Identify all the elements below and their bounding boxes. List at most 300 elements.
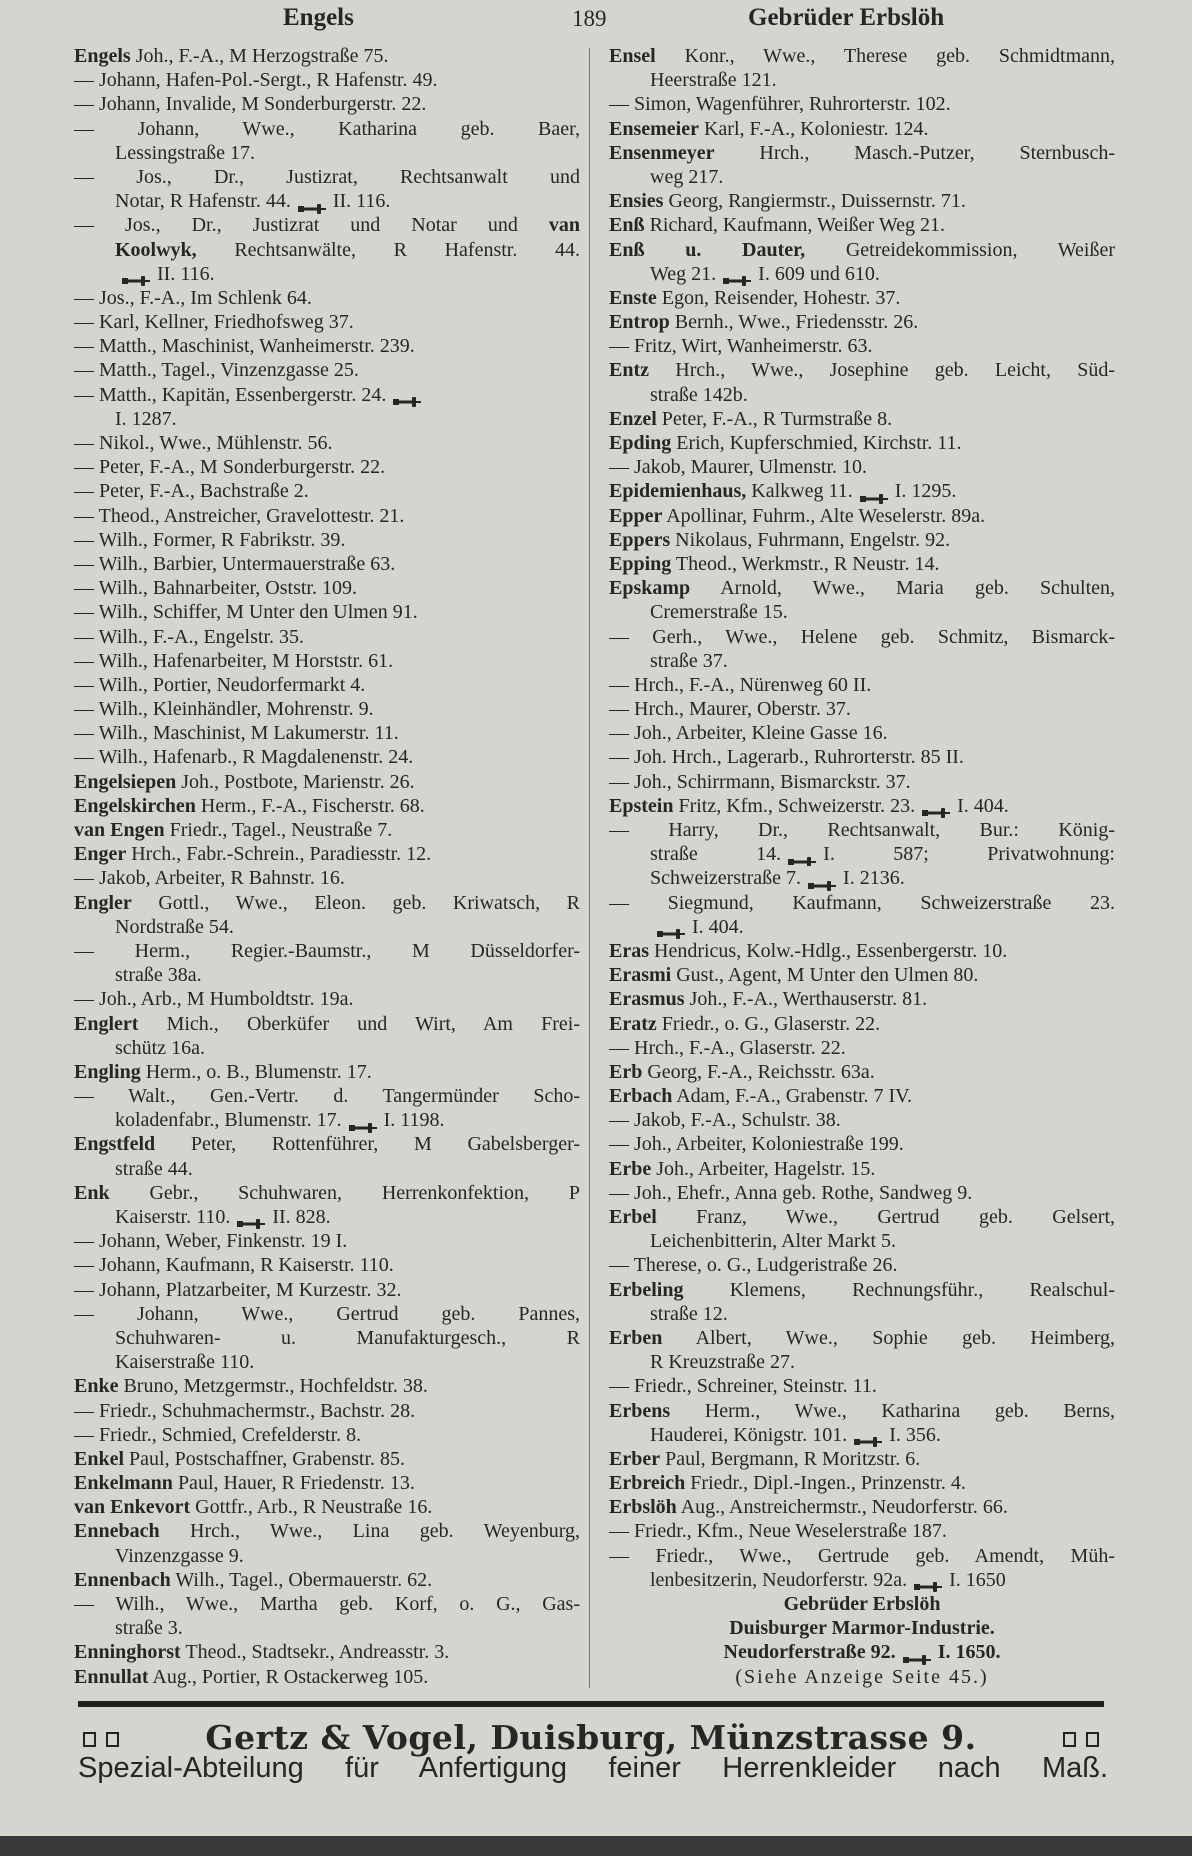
entry-line	[74, 891, 580, 915]
entry-name: Erben	[609, 1326, 663, 1349]
entry-text: straße 44.	[115, 1157, 193, 1180]
entry-text: straße 142b.	[650, 383, 748, 406]
entry-line	[74, 987, 580, 1011]
entry-text: Klemens, Rechnungsführ., Realschul-	[683, 1278, 1115, 1301]
phone-number: I. 356.	[889, 1423, 941, 1446]
entry-name: Epding	[609, 432, 672, 454]
telephone-icon	[859, 487, 889, 499]
entry-text: — Johann, Invalide, M Sonderburgerstr. 22.	[74, 93, 427, 116]
entry-line	[609, 358, 1115, 382]
entry-text: Richard, Kaufmann, Weißer Weg 21.	[644, 214, 945, 237]
entry-name: Erbel	[609, 1206, 657, 1228]
entry-line	[74, 1592, 580, 1616]
entry-text: Herm., Wwe., Katharina geb. Berns,	[670, 1399, 1115, 1422]
entry-text: Gebr., Schuhwaren, Herrenkonfektion, P	[109, 1181, 580, 1204]
entry-text: Wilh., Tagel., Obermauerstr. 62.	[170, 1568, 433, 1591]
telephone-icon	[656, 922, 686, 934]
entry-text: Georg, F.-A., Reichsstr. 63a.	[642, 1060, 875, 1083]
entry-line	[609, 189, 1115, 213]
entry-line	[609, 770, 1115, 794]
entry-line	[74, 407, 580, 431]
entry-name: van	[548, 214, 580, 237]
entry-text: Hrch., Wwe., Lina geb. Weyenburg,	[159, 1520, 580, 1543]
entry-text: straße 12.	[650, 1302, 728, 1325]
running-head-left: Engels	[283, 4, 354, 31]
entry-text: Theod., Werkmstr., R Neustr. 14.	[671, 552, 940, 575]
entry-line	[74, 504, 580, 528]
entry-text: Friedr., o. G., Glaserstr. 22.	[656, 1012, 881, 1035]
entry-text: — Wilh., Maschinist, M Lakumerstr. 11.	[74, 722, 399, 745]
entry-line	[74, 745, 580, 769]
entry-text: Peter, F.-A., R Turmstraße 8.	[656, 407, 893, 430]
entry-text: — Jos., Dr., Justizrat und Notar und	[74, 214, 549, 237]
entry-line	[609, 383, 1115, 407]
phone-number: I. 404.	[957, 794, 1009, 817]
entry-text: — Gerh., Wwe., Helene geb. Schmitz, Bismarck-	[609, 625, 1115, 648]
entry-text: Getreidekommission, Weißer	[805, 238, 1115, 261]
entry-line	[74, 286, 580, 310]
entry-text: — Hrch., F.-A., Glaserstr. 22.	[609, 1036, 846, 1059]
entry-line	[74, 576, 580, 600]
entry-line	[74, 697, 580, 721]
entry-text: — Therese, o. G., Ludgeristraße 26.	[609, 1254, 898, 1277]
entry-text: Apollinar, Fuhrm., Alte Weselerstr. 89a.	[662, 504, 986, 527]
entry-line	[609, 1060, 1115, 1084]
entry-text: Herm., o. B., Blumenstr. 17.	[140, 1060, 372, 1083]
entry-text: — Johann, Weber, Finkenstr. 19 I.	[74, 1230, 348, 1253]
entry-text: — Wilh., Hafenarbeiter, M Horststr. 61.	[74, 649, 394, 672]
entry-text: — Jakob, Arbeiter, R Bahnstr. 16.	[74, 867, 345, 890]
entry-text: straße 14.	[650, 843, 782, 866]
entry-line	[609, 310, 1115, 334]
entry-line	[609, 1447, 1115, 1471]
entry-line	[74, 1495, 580, 1519]
entry-name: van Engen	[74, 819, 165, 841]
entry-text: Cremerstraße 15.	[650, 601, 788, 624]
entry-line	[609, 1036, 1115, 1060]
entry-line	[74, 1326, 580, 1350]
ad-line-2: Spezial-Abteilung für Anfertigung feiner Herrenkleider nach Maß.	[78, 1752, 1108, 1784]
entry-line	[74, 1229, 580, 1253]
entry-name: Ensel	[609, 45, 656, 67]
entry-text: Gottl., Wwe., Eleon. geb. Kriwatsch, R	[131, 891, 580, 914]
telephone-icon	[853, 1430, 883, 1442]
entry-name: Enk	[74, 1181, 110, 1204]
entry-text: Karl, F.-A., Koloniestr. 124.	[698, 117, 929, 140]
entry-line	[74, 1350, 580, 1374]
phone-number: I. 1295.	[894, 480, 957, 503]
entry-text: — Friedr., Schuhmachermstr., Bachstr. 28.	[74, 1399, 416, 1422]
entry-text: Aug., Portier, R Ostackerweg 105.	[148, 1665, 429, 1688]
entry-line	[74, 528, 580, 552]
entry-text: — Wilh., Barbier, Untermauerstraße 63.	[74, 552, 396, 575]
entry-line	[74, 1640, 580, 1664]
entry-text: — Johann, Wwe., Gertrud geb. Pannes,	[74, 1302, 580, 1325]
entry-text: — Matth., Kapitän, Essenbergerstr. 24.	[74, 383, 387, 406]
entry-line	[74, 68, 580, 92]
entry-line	[74, 1108, 580, 1132]
entry-text: Kaiserstraße 110.	[115, 1351, 255, 1374]
entry-line	[74, 649, 580, 673]
entry-line	[609, 262, 1115, 286]
entry-text: Leichenbitterin, Alter Markt 5.	[650, 1230, 897, 1253]
entry-text: Joh., Arbeiter, Hagelstr. 15.	[651, 1157, 876, 1180]
entry-text: — Fritz, Wirt, Wanheimerstr. 63.	[609, 335, 873, 358]
entry-text: Bruno, Metzgermstr., Hochfeldstr. 38.	[118, 1375, 428, 1398]
entry-line	[609, 213, 1115, 237]
entry-text: Peter, Rottenführer, M Gabelsberger-	[155, 1133, 580, 1156]
entry-name: Erbeling	[609, 1278, 684, 1301]
entry-line	[74, 165, 580, 189]
entry-line	[609, 1616, 1115, 1640]
entry-text: Erich, Kupferschmied, Kirchstr. 11.	[671, 432, 962, 454]
entry-line	[609, 117, 1115, 141]
entry-text: — Walt., Gen.-Vertr. d. Tangermünder Scho-	[74, 1085, 580, 1108]
entry-line	[74, 383, 580, 407]
entry-line	[74, 1471, 580, 1495]
entry-line	[609, 407, 1115, 431]
entry-line	[74, 358, 580, 382]
entry-text: koladenfabr., Blumenstr. 17.	[115, 1109, 342, 1132]
entry-text: Nordstraße 54.	[115, 915, 234, 938]
entry-line	[74, 1616, 580, 1640]
entry-line	[609, 1157, 1115, 1181]
entry-name: Engler	[74, 891, 132, 914]
entry-text: straße 38a.	[115, 964, 202, 987]
entry-line	[609, 794, 1115, 818]
entry-line	[609, 238, 1115, 262]
telephone-icon	[297, 197, 327, 209]
entry-line	[609, 528, 1115, 552]
entry-text: Lessingstraße 17.	[115, 141, 255, 164]
entry-text: Franz, Wwe., Gertrud geb. Gelsert,	[656, 1206, 1115, 1228]
page-edge	[0, 1836, 1192, 1856]
entry-line	[609, 1544, 1115, 1568]
entry-line	[609, 600, 1115, 624]
entry-line	[609, 697, 1115, 721]
entry-text: Joh., F.-A., M Herzogstraße 75.	[130, 45, 389, 67]
entry-line	[609, 1399, 1115, 1423]
entry-line	[609, 1423, 1115, 1447]
entry-text: Friedr., Tagel., Neustraße 7.	[164, 819, 393, 841]
entry-line	[609, 1205, 1115, 1229]
entry-name: Erbens	[609, 1399, 671, 1422]
entry-line	[74, 770, 580, 794]
entry-text: Hrch., Fabr.-Schrein., Paradiesstr. 12.	[126, 843, 432, 866]
entry-text: R Kreuzstraße 27.	[650, 1351, 795, 1374]
entry-line	[609, 987, 1115, 1011]
entry-text: — Simon, Wagenführer, Ruhrorterstr. 102.	[609, 93, 951, 116]
entry-line	[609, 1568, 1115, 1592]
entry-text: — Joh., Arbeiter, Koloniestraße 199.	[609, 1133, 904, 1156]
entry-text: Kalkweg 11.	[746, 480, 853, 503]
entry-line	[74, 1012, 580, 1036]
entry-text: Gust., Agent, M Unter den Ulmen 80.	[671, 964, 979, 987]
entry-line	[609, 479, 1115, 503]
entry-text: straße 3.	[115, 1617, 183, 1640]
entry-line	[74, 818, 580, 842]
entry-text: — Jakob, Maurer, Ulmenstr. 10.	[609, 456, 868, 479]
entry-text: Mich., Oberküfer und Wirt, Am Frei-	[138, 1012, 580, 1035]
entry-line	[609, 1519, 1115, 1543]
entry-name: Engelskirchen	[74, 794, 196, 817]
entry-name: Eratz	[609, 1012, 657, 1035]
telephone-icon	[121, 269, 151, 281]
entry-line	[609, 1374, 1115, 1398]
entry-line	[74, 455, 580, 479]
ad-rule	[78, 1701, 1104, 1707]
entry-text: Paul, Bergmann, R Moritzstr. 6.	[660, 1447, 921, 1470]
entry-line	[609, 1640, 1115, 1664]
entry-name: Epskamp	[609, 577, 691, 600]
entry-name: Ensies	[609, 190, 664, 213]
entry-name: Erbslöh	[609, 1496, 677, 1519]
entry-line	[609, 939, 1115, 963]
entry-text: Hauderei, Königstr. 101.	[650, 1423, 848, 1446]
entry-line	[609, 504, 1115, 528]
entry-text: — Friedr., Schreiner, Steinstr. 11.	[609, 1375, 877, 1398]
phone-number: I. 587; Privatwohnung:	[823, 843, 1115, 866]
entry-line	[74, 1399, 580, 1423]
entry-text: Theod., Stadtsekr., Andreasstr. 3.	[180, 1641, 450, 1664]
entry-text: Bernh., Wwe., Friedensstr. 26.	[669, 311, 919, 334]
entry-name: Engelsiepen	[74, 770, 177, 793]
entry-name: Eras	[609, 939, 649, 962]
entry-text: — Herm., Regier.-Baumstr., M Düsseldorfer-	[74, 939, 580, 962]
entry-text: Schweizerstraße 7.	[650, 867, 802, 890]
entry-text: Hrch., Wwe., Josephine geb. Leicht, Süd-	[649, 359, 1115, 382]
entry-line	[74, 866, 580, 890]
entry-text: Schuhwaren- u. Manufakturgesch., R	[115, 1326, 580, 1349]
entry-text: — Wilh., Hafenarb., R Magdalenenstr. 24.	[74, 746, 414, 769]
entry-name: Ennebach	[74, 1520, 160, 1543]
entry-text: — Siegmund, Kaufmann, Schweizerstraße 23.	[609, 891, 1115, 914]
entry-name: Erasmus	[609, 988, 685, 1011]
entry-line	[609, 866, 1115, 890]
entry-text: — Friedr., Wwe., Gertrude geb. Amendt, Müh-	[609, 1544, 1115, 1567]
entry-line	[74, 1036, 580, 1060]
entry-name: Erasmi	[609, 964, 672, 987]
entry-text: — Johann, Kaufmann, R Kaiserstr. 110.	[74, 1254, 394, 1277]
phone-number: I. 1198.	[383, 1109, 445, 1132]
entry-line	[609, 1495, 1115, 1519]
entry-line	[609, 842, 1115, 866]
left-column	[74, 44, 580, 1689]
entry-name: Gebrüder Erbslöh	[783, 1593, 941, 1615]
entry-line	[74, 794, 580, 818]
entry-line	[609, 721, 1115, 745]
entry-line	[609, 1084, 1115, 1108]
entry-line	[74, 842, 580, 866]
phone-number: II. 116.	[157, 262, 215, 285]
entry-text: Kaiserstr. 110.	[115, 1206, 231, 1228]
entry-text: Joh., Postbote, Marienstr. 26.	[176, 770, 415, 793]
phone-number: I. 609 und 610.	[758, 262, 880, 285]
entry-text: straße 37.	[650, 649, 728, 672]
entry-line	[609, 1350, 1115, 1374]
entry-line	[609, 165, 1115, 189]
entry-line	[609, 92, 1115, 116]
entry-line	[609, 891, 1115, 915]
entry-text: — Wilh., Wwe., Martha geb. Korf, o. G., Gas-	[74, 1593, 580, 1615]
entry-text: — Joh., Schirrmann, Bismarckstr. 37.	[609, 770, 911, 793]
entry-name: van Enkevort	[74, 1496, 191, 1519]
entry-line	[74, 1302, 580, 1326]
entry-name: Englert	[74, 1012, 139, 1035]
entry-text: Konr., Wwe., Therese geb. Schmidtmann,	[655, 45, 1115, 67]
entry-line	[74, 1205, 580, 1229]
entry-text: — Joh., Arbeiter, Kleine Gasse 16.	[609, 722, 888, 745]
entry-line	[74, 939, 580, 963]
entry-text: — Harry, Dr., Rechtsanwalt, Bur.: König-	[609, 819, 1115, 841]
entry-name: Enste	[609, 286, 657, 309]
entry-text: lenbesitzerin, Neudorferstr. 92a.	[650, 1568, 908, 1591]
entry-line	[74, 1278, 580, 1302]
entry-line	[74, 1157, 580, 1181]
entry-line	[609, 334, 1115, 358]
entry-name: Enkelmann	[74, 1472, 173, 1495]
entry-text: — Hrch., F.-A., Nürenweg 60 II.	[609, 673, 872, 696]
entry-text: — Jos., F.-A., Im Schlenk 64.	[74, 286, 312, 309]
entry-name: Ensenmeyer	[609, 141, 715, 164]
entry-text: weg 217.	[650, 165, 724, 188]
entry-line	[74, 673, 580, 697]
entry-line	[74, 1665, 580, 1689]
entry-line	[74, 915, 580, 939]
telephone-icon	[902, 1648, 932, 1660]
entry-text: — Theod., Anstreicher, Gravelottestr. 21.	[74, 504, 405, 527]
entry-text: — Matth., Tagel., Vinzenzgasse 25.	[74, 359, 359, 382]
entry-line	[609, 455, 1115, 479]
entry-line	[74, 262, 580, 286]
entry-text: I. 1287.	[115, 407, 177, 430]
entry-line	[74, 44, 580, 68]
entry-name: Engling	[74, 1060, 141, 1083]
entry-text: Heerstraße 121.	[650, 69, 777, 92]
telephone-icon	[722, 269, 752, 281]
entry-line	[609, 68, 1115, 92]
entry-line	[74, 721, 580, 745]
entry-line	[609, 745, 1115, 769]
telephone-icon	[348, 1116, 378, 1128]
entry-name: Enkel	[74, 1447, 125, 1470]
entry-name: Erber	[609, 1447, 661, 1470]
entry-line	[74, 1544, 580, 1568]
entry-text: — Wilh., Kleinhändler, Mohrenstr. 9.	[74, 698, 374, 721]
phone-number: II. 828.	[272, 1206, 331, 1228]
entry-text: — Joh., Arb., M Humboldtstr. 19a.	[74, 988, 354, 1011]
entry-name: Entz	[609, 359, 649, 382]
entry-text: Adam, F.-A., Grabenstr. 7 IV.	[672, 1085, 913, 1108]
phone-number: I. 404.	[692, 915, 744, 938]
entry-text: — Hrch., Maurer, Oberstr. 37.	[609, 698, 851, 721]
entry-line	[74, 1568, 580, 1592]
entry-line	[74, 1423, 580, 1447]
entry-text: Herm., F.-A., Fischerstr. 68.	[195, 794, 425, 817]
entry-line	[74, 1519, 580, 1543]
entry-text: — Wilh., F.-A., Engelstr. 35.	[74, 625, 304, 648]
entry-line	[609, 1132, 1115, 1156]
page-number: 189	[572, 6, 607, 31]
entry-name: Epper	[609, 504, 663, 527]
entry-text: — Wilh., Bahnarbeiter, Oststr. 109.	[74, 577, 357, 600]
entry-text: — Wilh., Former, R Fabrikstr. 39.	[74, 528, 346, 551]
telephone-icon	[807, 874, 837, 886]
entry-line	[74, 1060, 580, 1084]
entry-name: Ensemeier	[609, 117, 699, 140]
ornament-boxes	[78, 1719, 124, 1756]
entry-text: Hendricus, Kolw.-Hdlg., Essenbergerstr. 10.	[649, 939, 1008, 962]
entry-name: Engels	[74, 45, 131, 67]
entry-text: — Joh. Hrch., Lagerarb., Ruhrorterstr. 85 II.	[609, 746, 964, 769]
entry-text: Gottfr., Arb., R Neustraße 16.	[190, 1496, 433, 1519]
entry-text: Paul, Postschaffner, Grabenstr. 85.	[124, 1447, 406, 1470]
entry-line	[609, 1229, 1115, 1253]
entry-line	[609, 963, 1115, 987]
entry-line	[74, 963, 580, 987]
right-column	[609, 44, 1115, 1689]
entry-line	[74, 1181, 580, 1205]
phone-number: I. 2136.	[843, 867, 905, 890]
entry-line	[609, 625, 1115, 649]
entry-name: Enke	[74, 1375, 119, 1398]
entry-text: — Jakob, F.-A., Schulstr. 38.	[609, 1109, 841, 1132]
entry-text: — Karl, Kellner, Friedhofsweg 37.	[74, 311, 354, 334]
entry-name: Engstfeld	[74, 1133, 156, 1156]
entry-line	[609, 818, 1115, 842]
entry-line	[74, 1447, 580, 1471]
entry-line	[74, 141, 580, 165]
entry-text: — Joh., Ehefr., Anna geb. Rothe, Sandweg 9.	[609, 1181, 973, 1204]
phone-number: I. 1650.	[937, 1641, 1001, 1664]
column-divider	[589, 48, 590, 1688]
entry-name: Enß	[609, 214, 645, 237]
entry-line	[74, 625, 580, 649]
entry-line	[74, 334, 580, 358]
entry-text: Arnold, Wwe., Maria geb. Schulten,	[690, 577, 1115, 600]
entry-name: Eppers	[609, 528, 671, 551]
entry-text: — Johann, Wwe., Katharina geb. Baer,	[74, 117, 580, 140]
entry-line	[609, 1181, 1115, 1205]
entry-line	[609, 141, 1115, 165]
entry-text: Joh., F.-A., Werthauserstr. 81.	[684, 988, 928, 1011]
telephone-icon	[392, 390, 422, 402]
telephone-icon	[913, 1575, 943, 1587]
entry-line	[609, 44, 1115, 68]
entry-text: Hrch., Masch.-Putzer, Sternbusch-	[714, 141, 1115, 164]
entry-name: Ennullat	[74, 1665, 149, 1688]
entry-line	[609, 576, 1115, 600]
entry-text: (Siehe Anzeige Seite 45.)	[735, 1665, 989, 1688]
entry-text: — Wilh., Schiffer, M Unter den Ulmen 91.	[74, 601, 418, 624]
entry-line	[74, 117, 580, 141]
entry-name: Epping	[609, 552, 672, 575]
entry-name: Enger	[74, 843, 127, 866]
entry-line	[74, 189, 580, 213]
entry-line	[74, 1253, 580, 1277]
entry-text: — Friedr., Kfm., Neue Weselerstraße 187.	[609, 1520, 947, 1543]
entry-name: Duisburger Marmor-Industrie.	[729, 1617, 995, 1640]
entry-text: Egon, Reisender, Hohestr. 37.	[656, 286, 901, 309]
entry-name: Erbach	[609, 1085, 673, 1108]
entry-name: Erbreich	[609, 1472, 686, 1495]
entry-line	[609, 673, 1115, 697]
entry-text: Notar, R Hafenstr. 44.	[115, 190, 291, 213]
entry-name: Erbe	[609, 1157, 652, 1180]
entry-name: Enzel	[609, 407, 657, 430]
phone-number: II. 116.	[332, 190, 391, 213]
entry-line	[609, 1302, 1115, 1326]
